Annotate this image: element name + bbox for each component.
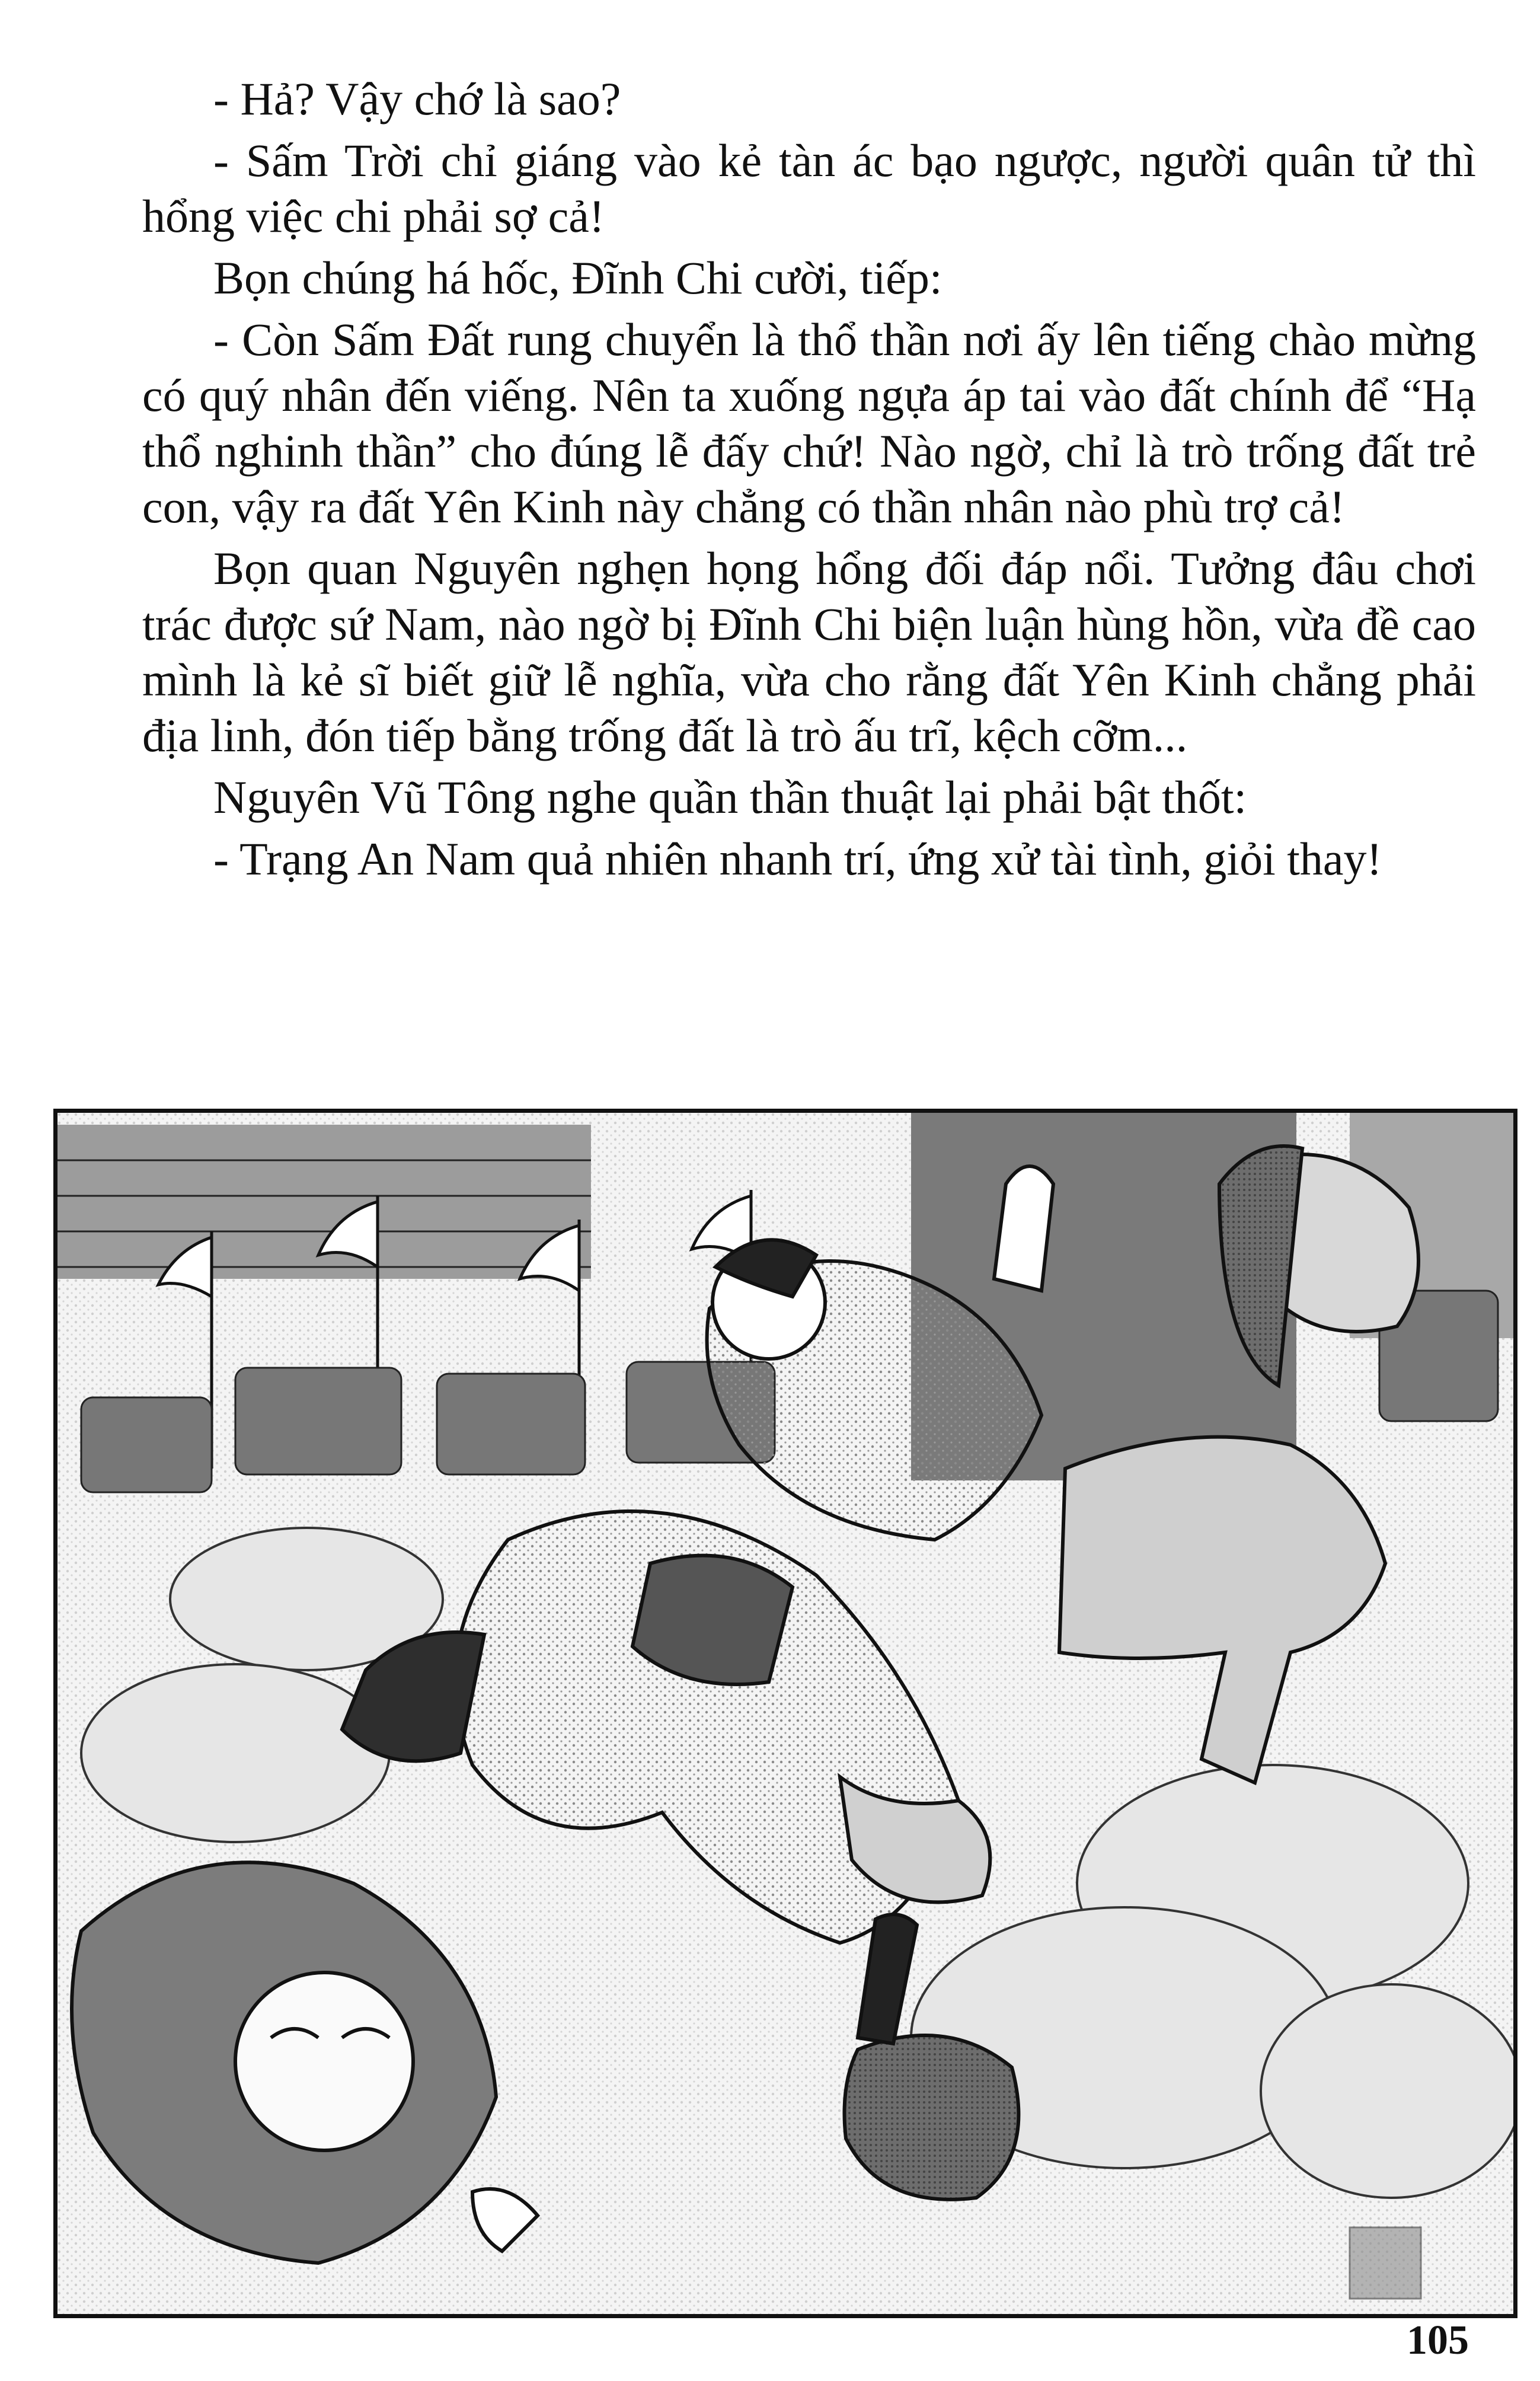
paragraph-7: - Trạng An Nam quả nhiên nhanh trí, ứng xử tài tình, giỏi thay!	[213, 833, 1382, 885]
paragraph-3: Bọn chúng há hốc, Đĩnh Chi cười, tiếp:	[213, 252, 942, 304]
paragraph-4: - Còn Sấm Đất rung chuyển là thổ thần nơi ấy lên tiếng chào mừng có quý nhân đến viếng. Nên ta xuống ngựa áp tai vào đất chính để “Hạ thổ nghinh thần” cho đúng lễ đấy chứ! Nào ngờ, chỉ là trò trống đất trẻ con, vậy ra đất Yên Kinh này chẳng có thần nhân nào phù trợ cả!	[142, 314, 1476, 532]
paragraph-2: - Sấm Trời chỉ giáng vào kẻ tàn ác bạo ngược, người quân tử thì hổng việc chi phải sợ cả!	[142, 135, 1476, 242]
page-number: 105	[1407, 2318, 1469, 2363]
illustration-drawing	[57, 1113, 1513, 2314]
story-text	[142, 71, 1476, 893]
paragraph-6: Nguyên Vũ Tông nghe quần thần thuật lại phải bật thốt:	[213, 771, 1247, 823]
paragraph-1: - Hả? Vậy chớ là sao?	[213, 73, 621, 125]
publisher-watermark	[1350, 2227, 1421, 2299]
comic-illustration	[53, 1109, 1517, 2318]
paragraph-5: Bọn quan Nguyên nghẹn họng hổng đối đáp nổi. Tưởng đâu chơi trác được sứ Nam, nào ngờ bị Đĩnh Chi biện luận hùng hồn, vừa đề cao mình là kẻ sĩ biết giữ lễ nghĩa, vừa cho rằng đất Yên Kinh chẳng phải địa linh, đón tiếp bằng trống đất là trò ấu trĩ, kệch cỡm...	[142, 542, 1476, 761]
